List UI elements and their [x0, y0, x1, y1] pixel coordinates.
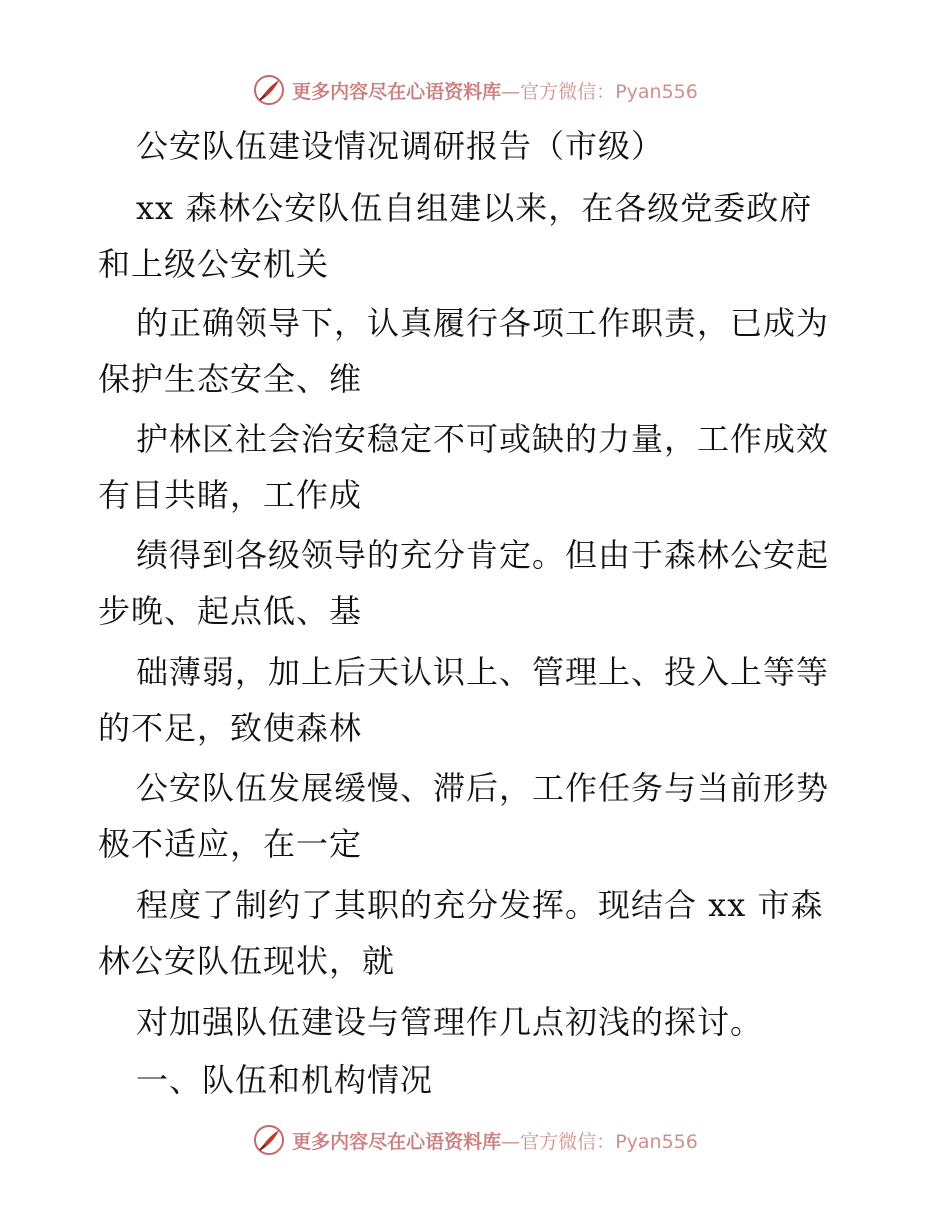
paragraph-line: 步晚、起点低、基	[98, 592, 363, 630]
footer-banner-content	[252, 1123, 698, 1157]
header-banner	[0, 72, 950, 108]
banner-main-text: 更多内容尽在心语资料库	[292, 80, 502, 103]
paragraph-line: 绩得到各级领导的充分肯定。但由于森林公安起	[136, 536, 830, 574]
paragraph-line: 和上级公安机关	[98, 245, 330, 283]
paragraph-line: 础薄弱，加上后天认识上、管理上、投入上等等	[136, 653, 830, 691]
paragraph-line: 极不适应，在一定	[98, 825, 363, 863]
footer-banner-text	[292, 1127, 698, 1154]
feather-pen-logo-icon	[252, 73, 286, 107]
banner-dash: —	[501, 1130, 521, 1153]
banner-sub-text: 官方微信：	[520, 80, 616, 103]
paragraph-line: 保护生态安全、维	[98, 360, 363, 398]
banner-sub-text: 官方微信：	[520, 1130, 616, 1153]
paragraph-line: 有目共睹，工作成	[98, 476, 363, 514]
footer-banner	[0, 1122, 950, 1158]
banner-account: Pyan556	[615, 80, 698, 103]
paragraph-line: 林公安队伍现状，就	[98, 942, 396, 980]
header-banner-content	[252, 73, 698, 107]
feather-pen-logo-icon	[252, 1123, 286, 1157]
paragraph-line: 程度了制约了其职的充分发挥。现结合 xx 市森	[136, 886, 824, 924]
header-banner-text	[292, 77, 698, 104]
banner-dash: —	[501, 80, 521, 103]
paragraph-line: 对加强队伍建设与管理作几点初浅的探讨。	[136, 1003, 764, 1041]
banner-main-text: 更多内容尽在心语资料库	[292, 1130, 502, 1153]
paragraph-line: xx 森林公安队伍自组建以来，在各级党委政府	[136, 189, 813, 227]
section-heading: 一、队伍和机构情况	[136, 1061, 434, 1099]
banner-account: Pyan556	[615, 1130, 698, 1153]
paragraph-line: 的不足，致使森林	[98, 709, 363, 747]
document-title: 公安队伍建设情况调研报告（市级）	[136, 127, 665, 165]
paragraph-line: 公安队伍发展缓慢、滞后，工作任务与当前形势	[136, 769, 830, 807]
paragraph-line: 的正确领导下，认真履行各项工作职责，已成为	[136, 304, 830, 342]
paragraph-line: 护林区社会治安稳定不可或缺的力量，工作成效	[136, 420, 830, 458]
